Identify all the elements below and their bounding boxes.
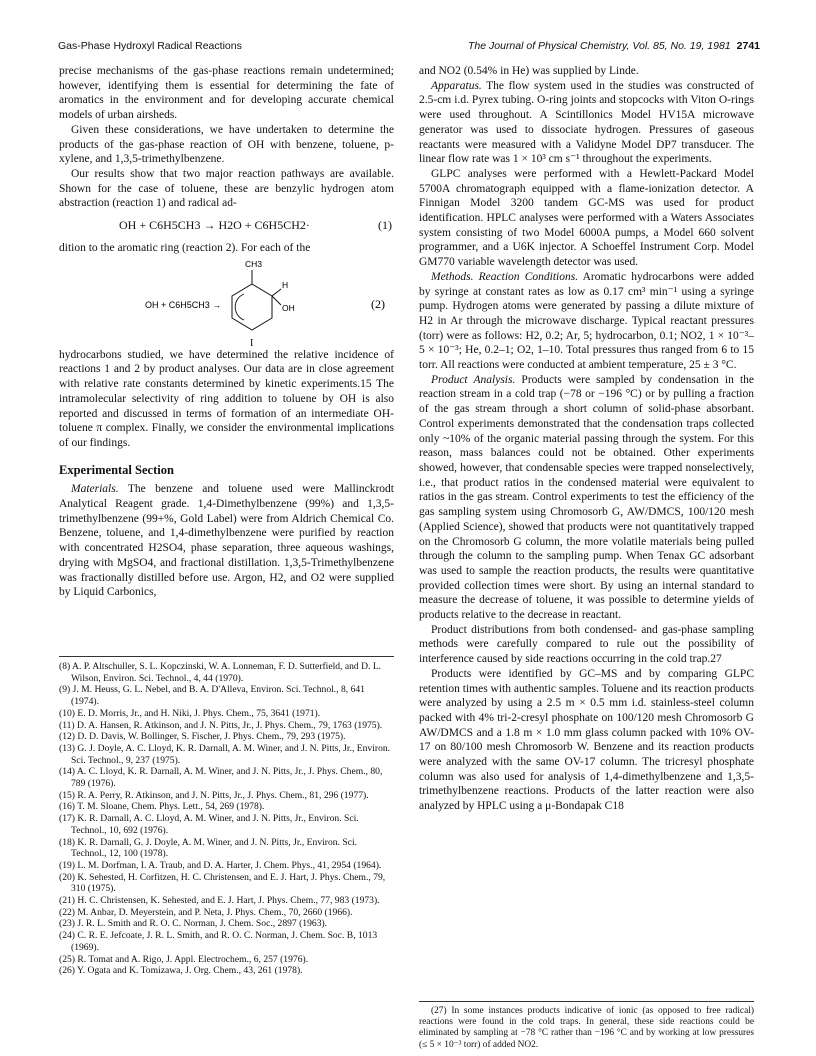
- reference: (17) K. R. Darnall, A. C. Lloyd, A. M. Winer, and J. N. Pitts, Jr., Environ. Sci. Technol., 10, 692 (1976).: [59, 813, 359, 836]
- equation-number: (1): [378, 218, 392, 233]
- section-heading: Experimental Section: [59, 462, 174, 477]
- run-in-heading: Materials.: [71, 483, 119, 496]
- header-journal: [468, 40, 760, 52]
- left-column: [59, 64, 394, 600]
- scheme-lhs: OH + C6H5CH3 →: [145, 299, 222, 310]
- reference: (8) A. P. Altschuller, S. L. Kopczinski, W. A. Lonneman, F. D. Sutterfield, and D. L. Wilson, Environ. Sci. Technol., 4, 44 (1970).: [59, 661, 382, 684]
- reference: (23) J. R. L. Smith and R. O. C. Norman, J. Chem. Soc., 2897 (1963).: [59, 918, 328, 930]
- paragraph: and NO2 (0.54% in He) was supplied by Linde.: [419, 65, 639, 77]
- equation-1: [59, 213, 394, 239]
- paragraph: Given these considerations, we have undertaken to determine the products of the gas-phase reaction of OH with benzene, toluene, p-xylene, and 1,3,5-trimethylbenzene.: [59, 123, 394, 166]
- reference: (18) K. R. Darnall, G. J. Doyle, A. M. Winer, and J. N. Pitts, Jr., Environ. Sci. Technol., 12, 100 (1978).: [59, 836, 358, 860]
- oh-label: OH: [282, 302, 295, 313]
- reaction-scheme-drawing: [59, 256, 394, 348]
- reference: (9) J. M. Heuss, G. L. Nebel, and B. A. D'Alleva, Environ. Sci. Technol., 8, 641 (1974).: [59, 684, 365, 708]
- running-header: [58, 40, 760, 54]
- equation-number: (2): [371, 296, 385, 311]
- paragraph-body: The flow system used in the studies was constructed of 2.5-cm i.d. Pyrex tubing. O-ring joints and stopcocks with Viton O-rings were used throughout. A Scintillonics Model HV15A microwave generator was used to dissociate hydrogen. Pressures of gaseous reactants were measured with a Validyne Model DP7 transducer. The linear flow rate was 1 × 10³ cm s⁻¹ throughout the experiments.: [419, 79, 754, 166]
- paragraph-body: The benzene and toluene used were Mallinckrodt Analytical Reagent grade. 1,4-Dimethylbenzene (99%) and 1,3,5-trimethylbenzene (99+%, Gold Label) were from Aldrich Chemical Co. Benzene, toluene, and 1,4-dimethylbenzene were purified by reaction with concentrated H2SO4, phase separation, three aqueous washings, drying with MgSO4, and fractional distillation. 1,3,5-Trimethylbenzene was fractionally distilled before use. Argon, H2, and O2 were supplied by Liquid Carbonics,: [59, 483, 394, 599]
- intermediate-label: I: [250, 337, 254, 348]
- reference: (15) R. A. Perry, R. Atkinson, and J. N. Pitts, Jr., J. Phys. Chem., 81, 296 (1977).: [59, 789, 369, 801]
- reference-list: [59, 656, 394, 977]
- paragraph: [59, 482, 394, 600]
- h-label: H: [282, 279, 289, 290]
- paragraph: hydrocarbons studied, we have determined the relative incidence of reactions 1 and 2 by product analyses. Our data are in close agreement with relative rate constants determined by kinetic experiments.15 The intramolecular selectivity of ring addition to toluene by OH is also reported and discussed in terms of formation of an intermediate OH-toluene π complex. Finally, we consider the environmental implications of our findings.: [59, 348, 394, 449]
- h-bond: [272, 289, 281, 296]
- reaction-scheme-2: [59, 256, 394, 348]
- footnote-text: (27) In some instances products indicative of ionic (as opposed to free radical) reactions were found in the cold traps. In general, these side reactions could be eliminated by sampling at −78 °C rather than −196 °C and by working at low pressures (≤ 5 × 10⁻³ torr) of added NO2.: [419, 1006, 754, 1050]
- methyl-label: CH3: [245, 258, 263, 269]
- reference: (12) D. D. Davis, W. Bollinger, S. Fischer, J. Phys. Chem., 79, 293 (1975).: [59, 731, 346, 743]
- oh-bond: [272, 296, 281, 305]
- reference: (14) A. C. Lloyd, K. R. Darnall, A. M. Winer, and J. N. Pitts, Jr., J. Phys. Chem., 80, 789 (1976).: [59, 766, 383, 790]
- header-title: Gas-Phase Hydroxyl Radical Reactions: [58, 40, 242, 52]
- benzene-ring: [232, 284, 272, 330]
- paragraph: dition to the aromatic ring (reaction 2). For each of the: [59, 242, 311, 255]
- reference: (13) G. J. Doyle, A. C. Lloyd, K. R. Darnall, A. M. Winer, and J. N. Pitts, Jr., Environ. Sci. Technol., 9, 237 (1975).: [59, 742, 391, 766]
- paragraph-body: Aromatic hydrocarbons were added by syringe at constant rates as low as 0.17 cm³ min⁻¹ using a syringe pump. Hydrogen atoms were generated by passing a dilute mixture of H2 in Ar through the microwave discharge. Typical reactant pressures (torr) were as follows: H2, 0.2; Ar, 5; hydrocarbon, 0.1; NO2, 1 × 10⁻³–5 × 10⁻³; He, 0.2–1; O2, 1–10. Total pressures thus ranged from 6 to 15 torr. All reactions were conducted at ambient temperature, 25 ± 3 °C.: [419, 270, 754, 372]
- run-in-heading: Product Analysis.: [431, 373, 516, 386]
- reference: (11) D. A. Hansen, R. Atkinson, and J. N. Pitts, Jr., J. Phys. Chem., 79, 1763 (1975).: [59, 719, 383, 731]
- reference: (22) M. Anbar, D. Meyerstein, and P. Neta, J. Phys. Chem., 70, 2660 (1966).: [59, 906, 353, 918]
- paragraph-body: Products were sampled by condensation in the reaction stream in a cold trap (−78 or −196 °C) or by pulling a fraction of the gas stream through a short column of solid-phase absorbant. Control experiments demonstrated that the condensation traps collected only ~10% of the organic material passing through the system. For this reason, mass balances could not be obtained. Other experiments showed, however, that condensable species were trapped nonselectively, i.e., that product ratios in the condensed material were equivalent to ratios in the gas stream. Control experiments to test the efficiency of the gas sampling system using Chromosorb G, AW/DMCS, 100/120 mesh (Applied Science), showed that products were not quantitatively trapped on the Chromosorb G column, the more volatile materials being pulled through the column to the sampling pump. When Tenax GC adsorbant was used to sample the reaction products, the results were quantitative provided collection times were short. By using an internal standard to measure the decrease of toluene, it was possible to determine yields of products relative to the decrease in reactant.: [419, 373, 754, 622]
- reference: (16) T. M. Sloane, Chem. Phys. Lett., 54, 269 (1978).: [59, 801, 265, 813]
- right-column: [419, 64, 754, 814]
- reference: (19) L. M. Dorfman, I. A. Traub, and D. A. Harter, J. Chem. Phys., 41, 2954 (1964).: [59, 859, 382, 871]
- reference: (21) H. C. Christensen, K. Sehested, and E. J. Hart, J. Phys. Chem., 77, 983 (1973).: [59, 895, 380, 907]
- paragraph: Products were identified by GC–MS and by comparing GLPC retention times with authentic samples. Toluene and its reaction products were analyzed by using a 2.5 m × 0.5 mm i.d. stainless-steel column packed with 4% tri-2-cresyl phosphate on 100/120 mesh Chromosorb G AW/DMCS and a 1.8 m × 1.0 mm glass column packed with 10% OV-17 on 80/100 mesh Chromosorb W. Benzene and its reaction products were analyzed with the same OV-17 column. The tricresyl phosphate column was also used for analysis of 1,4-dimethylbenzene and 1,3,5-trimethylbenzene reactions. Products of the latter reaction were also analyzed by HPLC using a μ-Bondapak C18: [419, 667, 754, 813]
- reference: (24) C. R. E. Jefcoate, J. R. L. Smith, and R. O. C. Norman, J. Chem. Soc. B, 1013 (1969).: [59, 930, 378, 953]
- reference: (10) E. D. Morris, Jr., and H. Niki, J. Phys. Chem., 75, 3641 (1971).: [59, 707, 321, 719]
- paragraph: [419, 373, 754, 623]
- journal-citation: The Journal of Physical Chemistry, Vol. 85, No. 19, 1981: [468, 40, 731, 52]
- equation-text: OH + C6H5CH3 → H2O + C6H5CH2·: [119, 218, 310, 233]
- paragraph: GLPC analyses were performed with a Hewlett-Packard Model 5700A chromatograph equipped with a flame-ionization detector. A Finnigan Model 3200 tandem GC-MS was used for product identification. HPLC analyses were performed with a Waters Associates system consisting of two Model 6000A pumps, a Model 660 solvent programmer, and a U6K injector. A Schoeffel Instrument Corp. Model GM770 variable wavelength detector was used.: [419, 167, 754, 269]
- reference: (26) Y. Ogata and K. Tomizawa, J. Org. Chem., 43, 261 (1978).: [59, 965, 303, 977]
- reference: (20) K. Sehested, H. Corfitzen, H. C. Christensen, and E. J. Hart, J. Phys. Chem., 79, 310 (1975).: [59, 871, 386, 895]
- delocalized-arc: [235, 294, 244, 320]
- paragraph: [419, 79, 754, 167]
- footnote: [419, 1001, 754, 1051]
- run-in-heading: Apparatus.: [431, 79, 482, 92]
- reference: (25) R. Tomat and A. Rigo, J. Appl. Electrochem., 6, 257 (1976).: [59, 953, 309, 965]
- page-number: 2741: [736, 40, 760, 52]
- paragraph: Our results show that two major reaction pathways are available. Shown for the case of toluene, these are benzylic hydrogen atom abstraction (reaction 1) and radical ad-: [59, 167, 394, 210]
- paragraph: precise mechanisms of the gas-phase reactions remain undetermined; however, identifying them is essential for determining the fate of aromatics in the environment and for developing accurate chemical models of urban airsheds.: [59, 65, 394, 122]
- run-in-heading: Methods. Reaction Conditions.: [431, 270, 579, 283]
- paragraph: Product distributions from both condensed- and gas-phase sampling methods were carefully compared to rule out the possibility of interference caused by side reactions occurring in the cold trap.27: [419, 623, 754, 666]
- paragraph: [419, 270, 754, 373]
